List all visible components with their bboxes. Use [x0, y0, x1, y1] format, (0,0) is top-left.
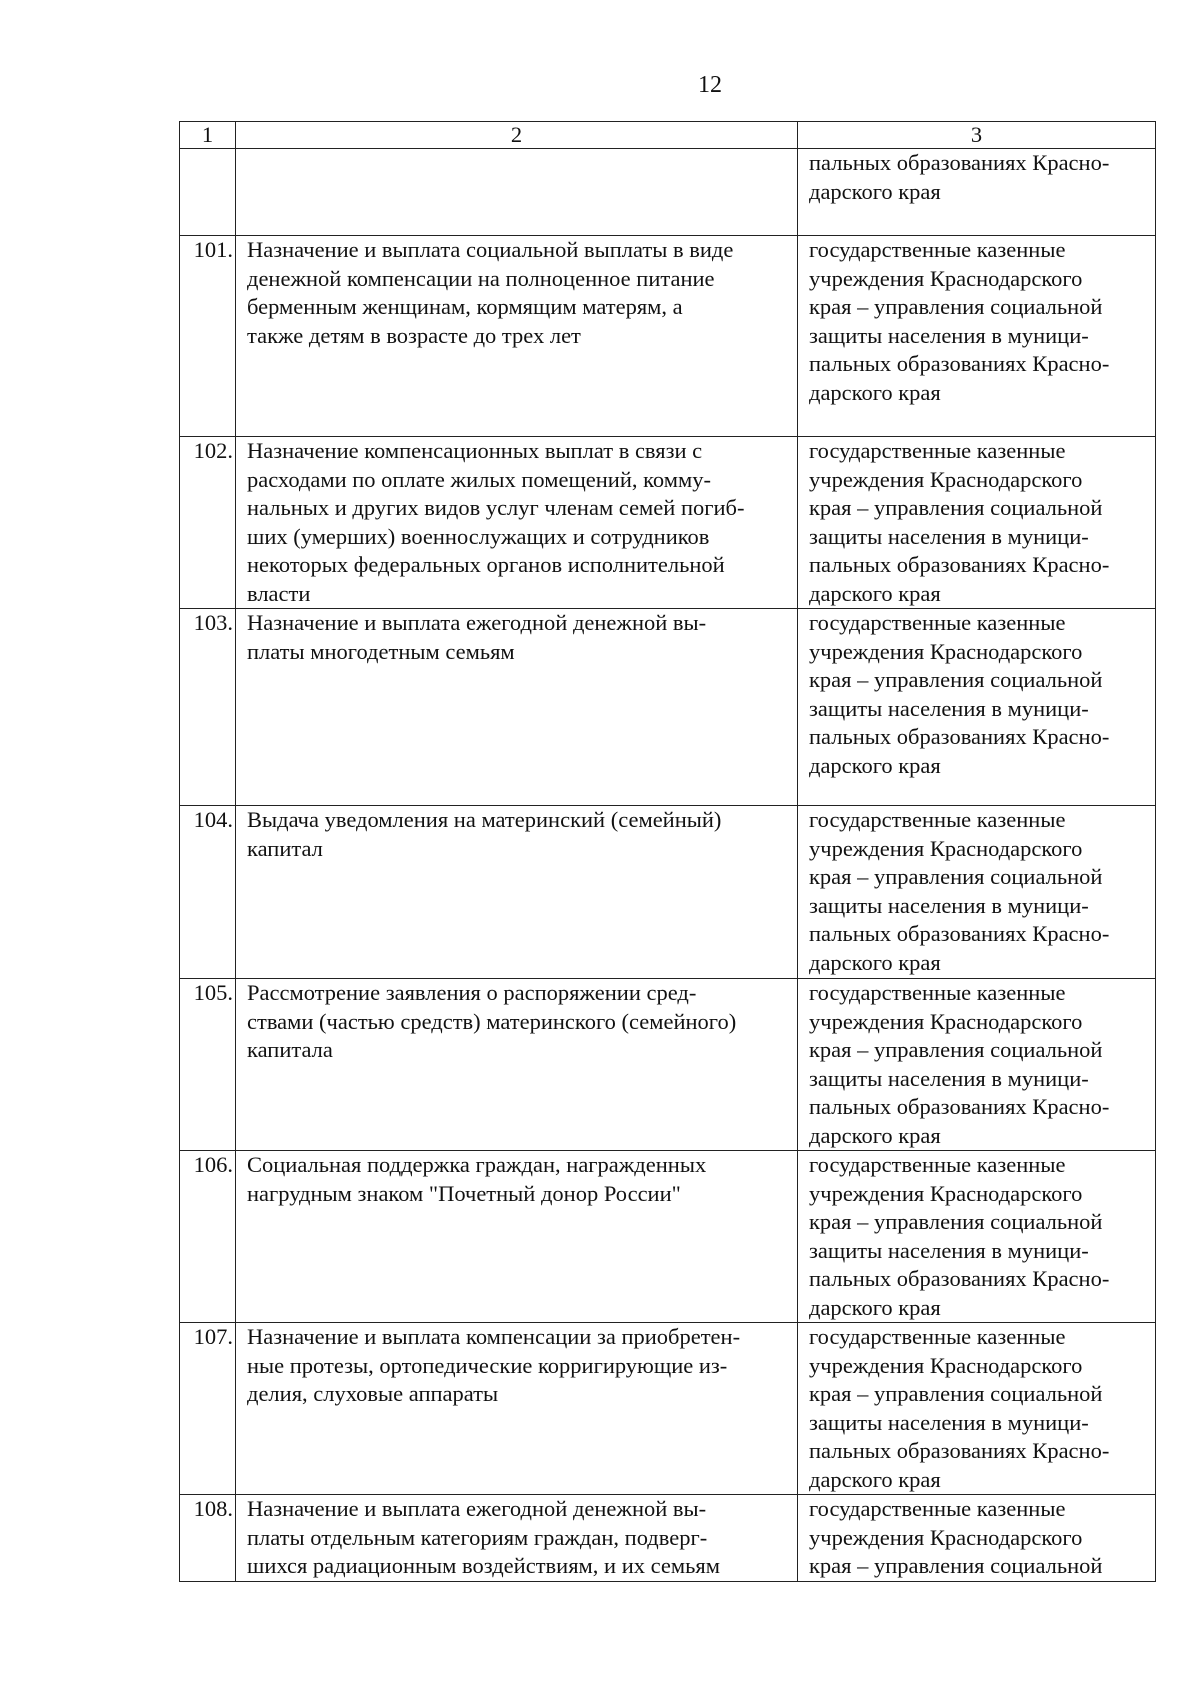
column-header-1: 1	[180, 122, 236, 149]
table-row	[180, 1323, 1156, 1495]
row-number: 106.	[180, 1151, 236, 1323]
row-organization: государственные казенные учреждения Краснодарского края – управления социальной	[798, 1495, 1156, 1582]
row-number: 104.	[180, 806, 236, 979]
row-service: Назначение и выплата ежегодной денежной вы- платы многодетным семьям	[236, 609, 798, 806]
row-number: 108.	[180, 1495, 236, 1582]
table-row	[180, 806, 1156, 979]
table-row-continuation	[180, 149, 1156, 236]
table-row	[180, 979, 1156, 1151]
row-number: 102.	[180, 437, 236, 609]
row-service: Социальная поддержка граждан, награжденных нагрудным знаком "Почетный донор России"	[236, 1151, 798, 1323]
row-number	[180, 149, 236, 236]
row-number: 101.	[180, 236, 236, 437]
column-header-2: 2	[236, 122, 798, 149]
row-service: Назначение и выплата ежегодной денежной вы- платы отдельным категориям граждан, подверг- шихся радиационным воздействиям, и их семьям	[236, 1495, 798, 1582]
row-organization: государственные казенные учреждения Краснодарского края – управления социальной защиты населения в муници- пальных образованиях Красно- дарского края	[798, 236, 1156, 437]
page-number: 12	[698, 72, 722, 98]
row-service: Назначение компенсационных выплат в связи с расходами по оплате жилых помещений, комму- нальных и других видов услуг членам семей погиб- ших (умерших) военнослужащих и сотрудников некоторых федеральных органов исполнительной власти	[236, 437, 798, 609]
table-row	[180, 1495, 1156, 1582]
table-row	[180, 437, 1156, 609]
row-organization: государственные казенные учреждения Краснодарского края – управления социальной защиты населения в муници- пальных образованиях Красно- дарского края	[798, 609, 1156, 806]
row-number: 107.	[180, 1323, 236, 1495]
table-row	[180, 1151, 1156, 1323]
row-organization: государственные казенные учреждения Краснодарского края – управления социальной защиты населения в муници- пальных образованиях Красно- дарского края	[798, 806, 1156, 979]
row-number: 105.	[180, 979, 236, 1151]
table-header-row	[180, 122, 1156, 149]
row-service: Выдача уведомления на материнский (семейный) капитал	[236, 806, 798, 979]
column-header-3: 3	[798, 122, 1156, 149]
table-row	[180, 609, 1156, 806]
row-organization: пальных образованиях Красно- дарского края	[798, 149, 1156, 236]
row-service: Рассмотрение заявления о распоряжении сред- ствами (частью средств) материнского (семейного) капитала	[236, 979, 798, 1151]
row-organization: государственные казенные учреждения Краснодарского края – управления социальной защиты населения в муници- пальных образованиях Красно- дарского края	[798, 1151, 1156, 1323]
row-service: Назначение и выплата социальной выплаты в виде денежной компенсации на полноценное питание берменным женщинам, кормящим матерям, а также детям в возрасте до трех лет	[236, 236, 798, 437]
row-organization: государственные казенные учреждения Краснодарского края – управления социальной защиты населения в муници- пальных образованиях Красно- дарского края	[798, 979, 1156, 1151]
table-row	[180, 236, 1156, 437]
row-service: Назначение и выплата компенсации за приобретен- ные протезы, ортопедические корригирующие из- делия, слуховые аппараты	[236, 1323, 798, 1495]
row-service	[236, 149, 798, 236]
row-organization: государственные казенные учреждения Краснодарского края – управления социальной защиты населения в муници- пальных образованиях Красно- дарского края	[798, 437, 1156, 609]
row-number: 103.	[180, 609, 236, 806]
services-table	[179, 121, 1156, 1582]
row-organization: государственные казенные учреждения Краснодарского края – управления социальной защиты населения в муници- пальных образованиях Красно- дарского края	[798, 1323, 1156, 1495]
